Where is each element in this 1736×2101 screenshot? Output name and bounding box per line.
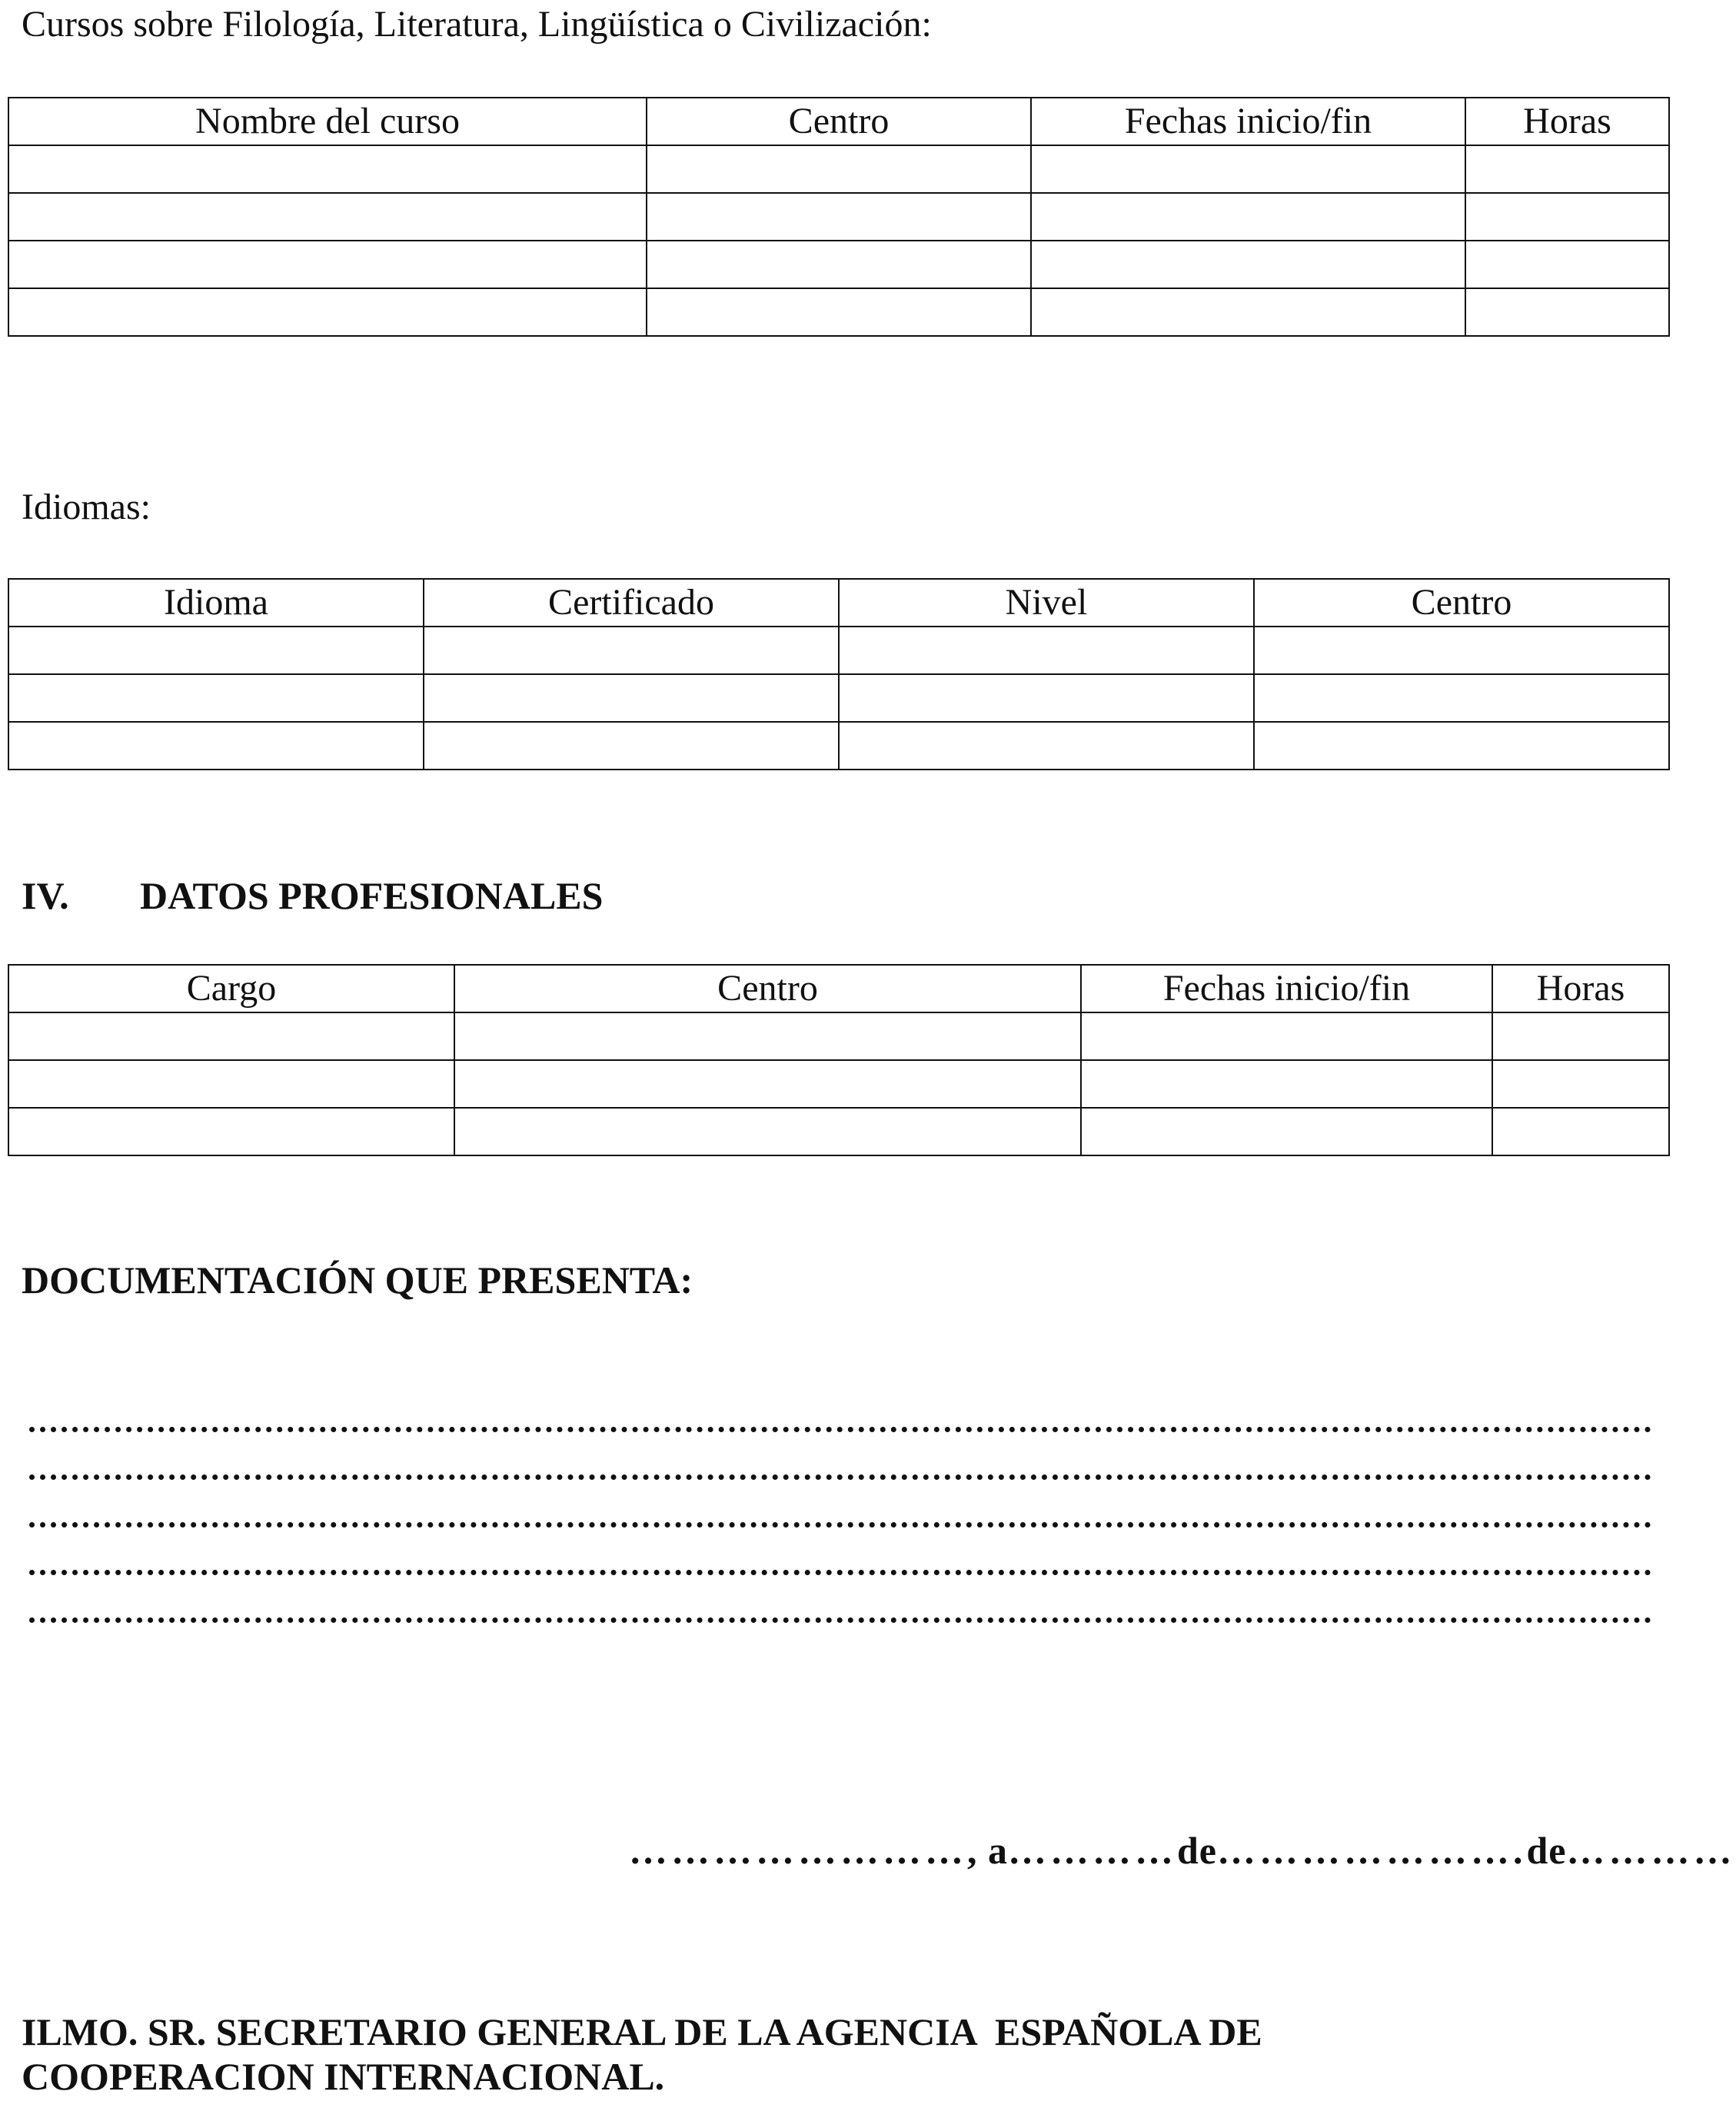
date-connector-a: , a (967, 1829, 1008, 1872)
course-dates-cell[interactable] (1031, 193, 1465, 241)
course-name-cell[interactable] (8, 241, 647, 288)
header-nombre-del-curso: Nombre del curso (8, 98, 647, 145)
table-row (8, 722, 1669, 770)
course-centre-cell[interactable] (647, 241, 1031, 288)
centre-cell[interactable] (1254, 674, 1669, 722)
table-header-row (8, 579, 1669, 627)
header-horas: Horas (1465, 98, 1669, 145)
position-cell[interactable] (8, 1012, 454, 1060)
documentation-line[interactable] (29, 1474, 1651, 1480)
language-cell[interactable] (8, 627, 424, 674)
place-blank[interactable]: …………………… (629, 1829, 967, 1872)
table-row (8, 1060, 1669, 1108)
table-header-row (8, 965, 1669, 1012)
documentation-line[interactable] (29, 1427, 1651, 1432)
certificate-cell[interactable] (424, 674, 839, 722)
header-centro: Centro (454, 965, 1081, 1012)
course-centre-cell[interactable] (647, 193, 1031, 241)
courses-label: Cursos sobre Filología, Literatura, Lingüística o Civilización: (22, 4, 932, 45)
languages-table (8, 578, 1670, 770)
position-cell[interactable] (8, 1108, 454, 1155)
header-centro: Centro (647, 98, 1031, 145)
level-cell[interactable] (839, 674, 1254, 722)
year-blank[interactable]: ………… (1566, 1829, 1736, 1872)
certificate-cell[interactable] (424, 627, 839, 674)
header-certificado: Certificado (424, 579, 839, 627)
centre-cell[interactable] (454, 1108, 1081, 1155)
level-cell[interactable] (839, 627, 1254, 674)
hours-cell[interactable] (1492, 1012, 1669, 1060)
dates-cell[interactable] (1081, 1060, 1492, 1108)
course-name-cell[interactable] (8, 193, 647, 241)
documentation-line[interactable] (29, 1570, 1651, 1575)
languages-label: Idiomas: (22, 487, 151, 527)
position-cell[interactable] (8, 1060, 454, 1108)
header-horas: Horas (1492, 965, 1669, 1012)
table-row (8, 627, 1669, 674)
centre-cell[interactable] (454, 1012, 1081, 1060)
documentation-line[interactable] (29, 1617, 1651, 1623)
course-name-cell[interactable] (8, 288, 647, 336)
table-header-row (8, 98, 1669, 145)
dates-cell[interactable] (1081, 1108, 1492, 1155)
certificate-cell[interactable] (424, 722, 839, 770)
table-row (8, 674, 1669, 722)
header-centro: Centro (1254, 579, 1669, 627)
hours-cell[interactable] (1492, 1108, 1669, 1155)
courses-table (8, 97, 1670, 337)
course-name-cell[interactable] (8, 145, 647, 193)
professional-table (8, 964, 1670, 1156)
section-title: DATOS PROFESIONALES (140, 874, 604, 917)
header-fechas: Fechas inicio/fin (1081, 965, 1492, 1012)
date-line (629, 1828, 1736, 1873)
table-row (8, 1108, 1669, 1155)
centre-cell[interactable] (1254, 722, 1669, 770)
course-dates-cell[interactable] (1031, 145, 1465, 193)
day-blank[interactable]: ………… (1008, 1829, 1177, 1872)
table-row (8, 241, 1669, 288)
course-centre-cell[interactable] (647, 145, 1031, 193)
addressee-line-1: ILMO. SR. SECRETARIO GENERAL DE LA AGENCIA ESPAÑOLA DE (22, 2010, 1262, 2053)
date-connector-de: de (1177, 1829, 1217, 1872)
language-cell[interactable] (8, 722, 424, 770)
date-connector-de: de (1526, 1829, 1567, 1872)
addressee-line-2: COOPERACION INTERNACIONAL. (22, 2055, 665, 2098)
course-hours-cell[interactable] (1465, 288, 1669, 336)
course-hours-cell[interactable] (1465, 193, 1669, 241)
header-idioma: Idioma (8, 579, 424, 627)
language-cell[interactable] (8, 674, 424, 722)
table-row (8, 288, 1669, 336)
course-hours-cell[interactable] (1465, 145, 1669, 193)
documentation-line[interactable] (29, 1522, 1651, 1528)
header-fechas: Fechas inicio/fin (1031, 98, 1465, 145)
table-row (8, 1012, 1669, 1060)
course-dates-cell[interactable] (1031, 288, 1465, 336)
course-dates-cell[interactable] (1031, 241, 1465, 288)
header-nivel: Nivel (839, 579, 1254, 627)
course-centre-cell[interactable] (647, 288, 1031, 336)
centre-cell[interactable] (1254, 627, 1669, 674)
table-row (8, 193, 1669, 241)
section-number: IV. (22, 874, 69, 917)
month-blank[interactable]: …………………. (1217, 1829, 1527, 1872)
documentation-title: DOCUMENTACIÓN QUE PRESENTA: (22, 1258, 693, 1301)
header-cargo: Cargo (8, 965, 454, 1012)
course-hours-cell[interactable] (1465, 241, 1669, 288)
dates-cell[interactable] (1081, 1012, 1492, 1060)
hours-cell[interactable] (1492, 1060, 1669, 1108)
table-row (8, 145, 1669, 193)
centre-cell[interactable] (454, 1060, 1081, 1108)
level-cell[interactable] (839, 722, 1254, 770)
